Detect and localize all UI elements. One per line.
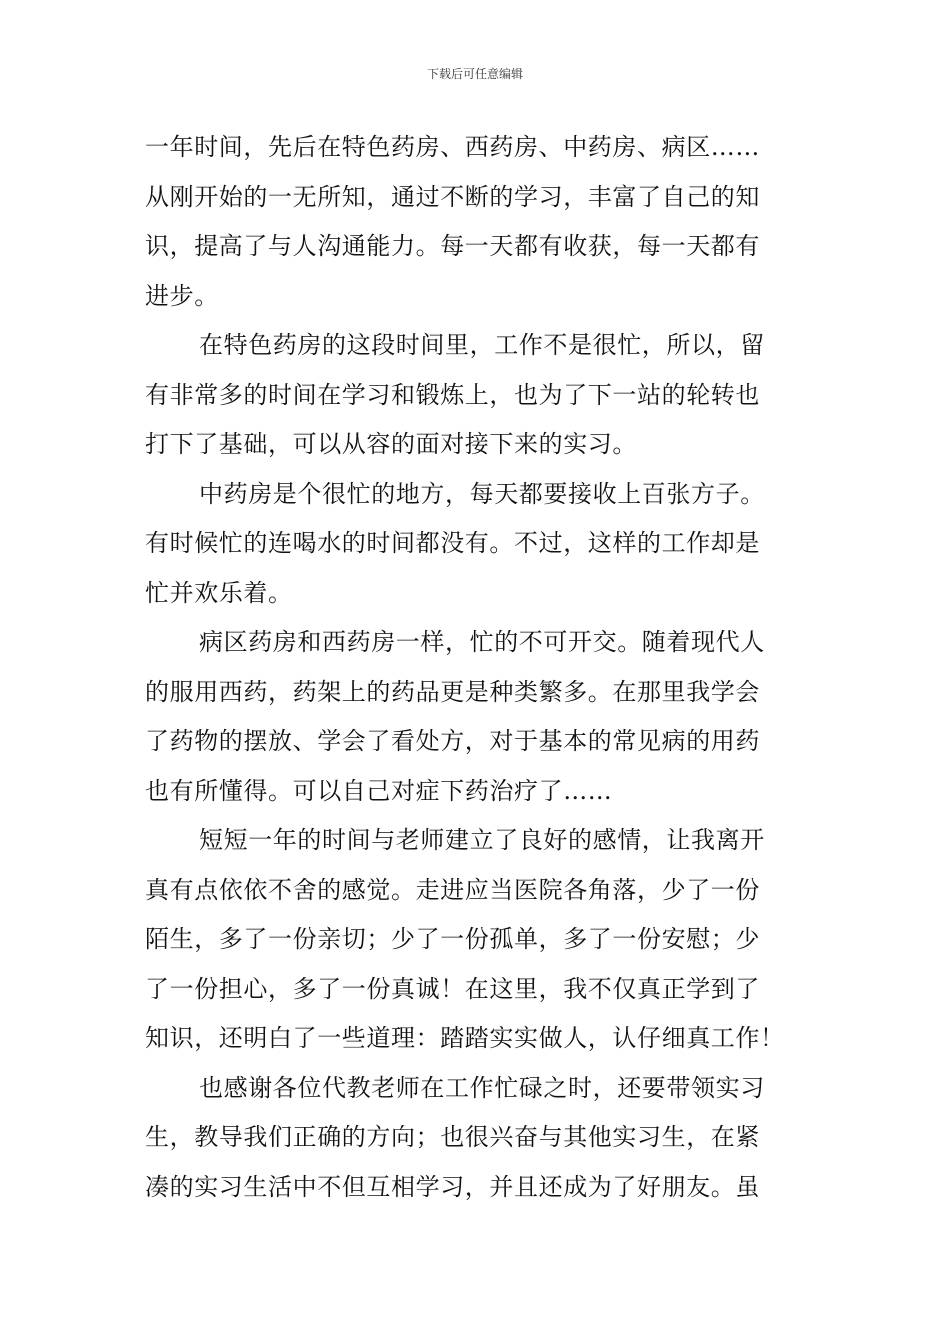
text-line: 知识，还明白了一些道理：踏踏实实做人，认仔细真工作！ <box>145 1024 785 1052</box>
text-line: 的服用西药，药架上的药品更是种类繁多。在那里我学会 <box>145 677 760 706</box>
paragraph-first-line: 病区药房和西药房一样，忙的不可开交。随着现代人 <box>199 628 765 656</box>
text-line: 从刚开始的一无所知，通过不断的学习，丰富了自己的知 <box>145 182 760 211</box>
text-line: 打下了基础，可以从容的面对接下来的实习。 <box>145 430 637 458</box>
paragraph-first-line: 中药房是个很忙的地方，每天都要接收上百张方子。 <box>199 479 765 508</box>
text-line: 有时候忙的连喝水的时间都没有。不过，这样的工作却是 <box>145 529 760 557</box>
page-header: 下载后可任意编辑 <box>426 67 523 81</box>
text-line: 识，提高了与人沟通能力。每一天都有收获，每一天都有 <box>145 232 760 260</box>
text-line: 真有点依依不舍的感觉。走进应当医院各角落，少了一份 <box>145 875 760 904</box>
text-line: 一年时间，先后在特色药房、西药房、中药房、病区…… <box>145 133 760 161</box>
text-line: 了一份担心，多了一份真诚！在这里，我不仅真正学到了 <box>145 974 760 1003</box>
text-line: 也有所懂得。可以自己对症下药治疗了…… <box>145 776 613 805</box>
paragraph-first-line: 短短一年的时间与老师建立了良好的感情，让我离开 <box>199 826 765 854</box>
text-line: 陌生，多了一份亲切；少了一份孤单，多了一份安慰；少 <box>145 925 760 953</box>
text-line: 有非常多的时间在学习和锻炼上，也为了下一站的轮转也 <box>145 380 760 409</box>
text-line: 了药物的摆放、学会了看处方，对于基本的常见病的用药 <box>145 727 760 755</box>
paragraph-first-line: 在特色药房的这段时间里，工作不是很忙，所以，留 <box>199 331 765 359</box>
paragraph-first-line: 也感谢各位代教老师在工作忙碌之时，还要带领实习 <box>199 1073 765 1102</box>
text-line: 凑的实习生活中不但互相学习，并且还成为了好朋友。虽 <box>145 1172 760 1201</box>
text-line: 进步。 <box>145 281 219 310</box>
text-line: 忙并欢乐着。 <box>145 578 293 607</box>
text-line: 生，教导我们正确的方向；也很兴奋与其他实习生，在紧 <box>145 1123 760 1151</box>
document-body <box>145 123 810 1212</box>
